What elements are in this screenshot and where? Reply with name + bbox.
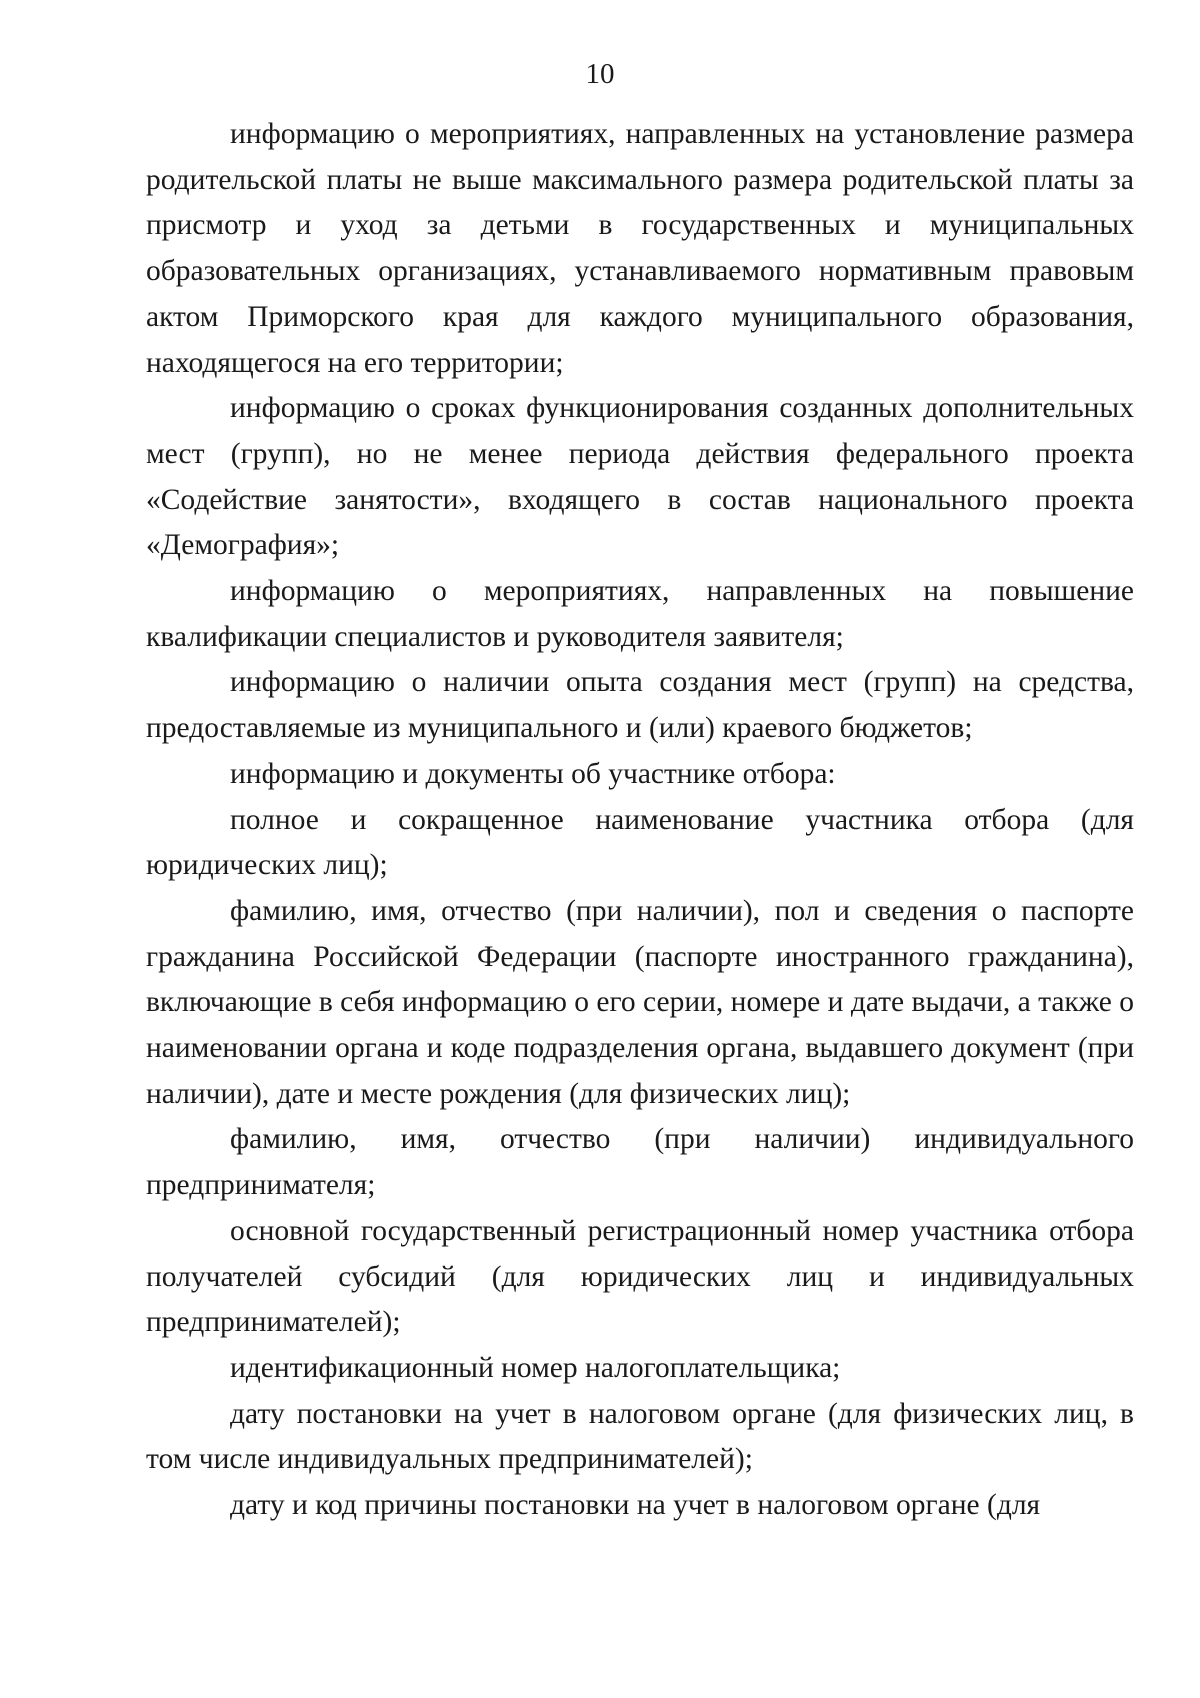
paragraph: фамилию, имя, отчество (при наличии) индивидуального предпринимателя; (146, 1123, 1134, 1202)
document-body (146, 112, 1134, 1529)
paragraph: информацию о мероприятиях, направленных на повышение квалификации специалистов и руководителя заявителя; (146, 575, 1134, 653)
paragraph: идентификационный номер налогоплательщика; (230, 1351, 841, 1384)
paragraph: основной государственный регистрационный номер участника отбора получателей субсидий (для юридических лиц и индивидуальных предпринимателей); (146, 1214, 1134, 1339)
paragraph: информацию о мероприятиях, направленных на установление размера родительской платы не выше максимального размера родительской платы за присмотр и уход за детьми в государственных и муниципальных образовательных организациях, устанавливаемого нормативным правовым актом Приморского края для каждого муниципального образования, находящегося на его территории; (146, 118, 1134, 379)
paragraph: дату и код причины постановки на учет в налоговом органе (для (230, 1489, 1041, 1522)
paragraph: дату постановки на учет в налоговом органе (для физических лиц, в том числе индивидуальных предпринимателей); (146, 1397, 1134, 1476)
paragraph: информацию о сроках функционирования созданных дополнительных мест (групп), но не менее периода действия федерального проекта «Содействие занятости», входящего в состав национального проекта «Демография»; (146, 392, 1134, 562)
paragraph: информацию и документы об участнике отбора: (230, 757, 836, 790)
paragraph: информацию о наличии опыта создания мест (групп) на средства, предоставляемые из муниципального и (или) краевого бюджетов; (146, 666, 1134, 745)
page-number: 10 (585, 58, 615, 90)
paragraph: полное и сокращенное наименование участника отбора (для юридических лиц); (146, 803, 1134, 882)
paragraph: фамилию, имя, отчество (при наличии), пол и сведения о паспорте гражданина Российской Федерации (паспорте иностранного гражданина), включающие в себя информацию о его серии, номере и дате выдачи, а также о наименовании органа и коде подразделения органа, выдавшего документ (при наличии), дате и месте рождения (для физических лиц); (146, 894, 1134, 1110)
